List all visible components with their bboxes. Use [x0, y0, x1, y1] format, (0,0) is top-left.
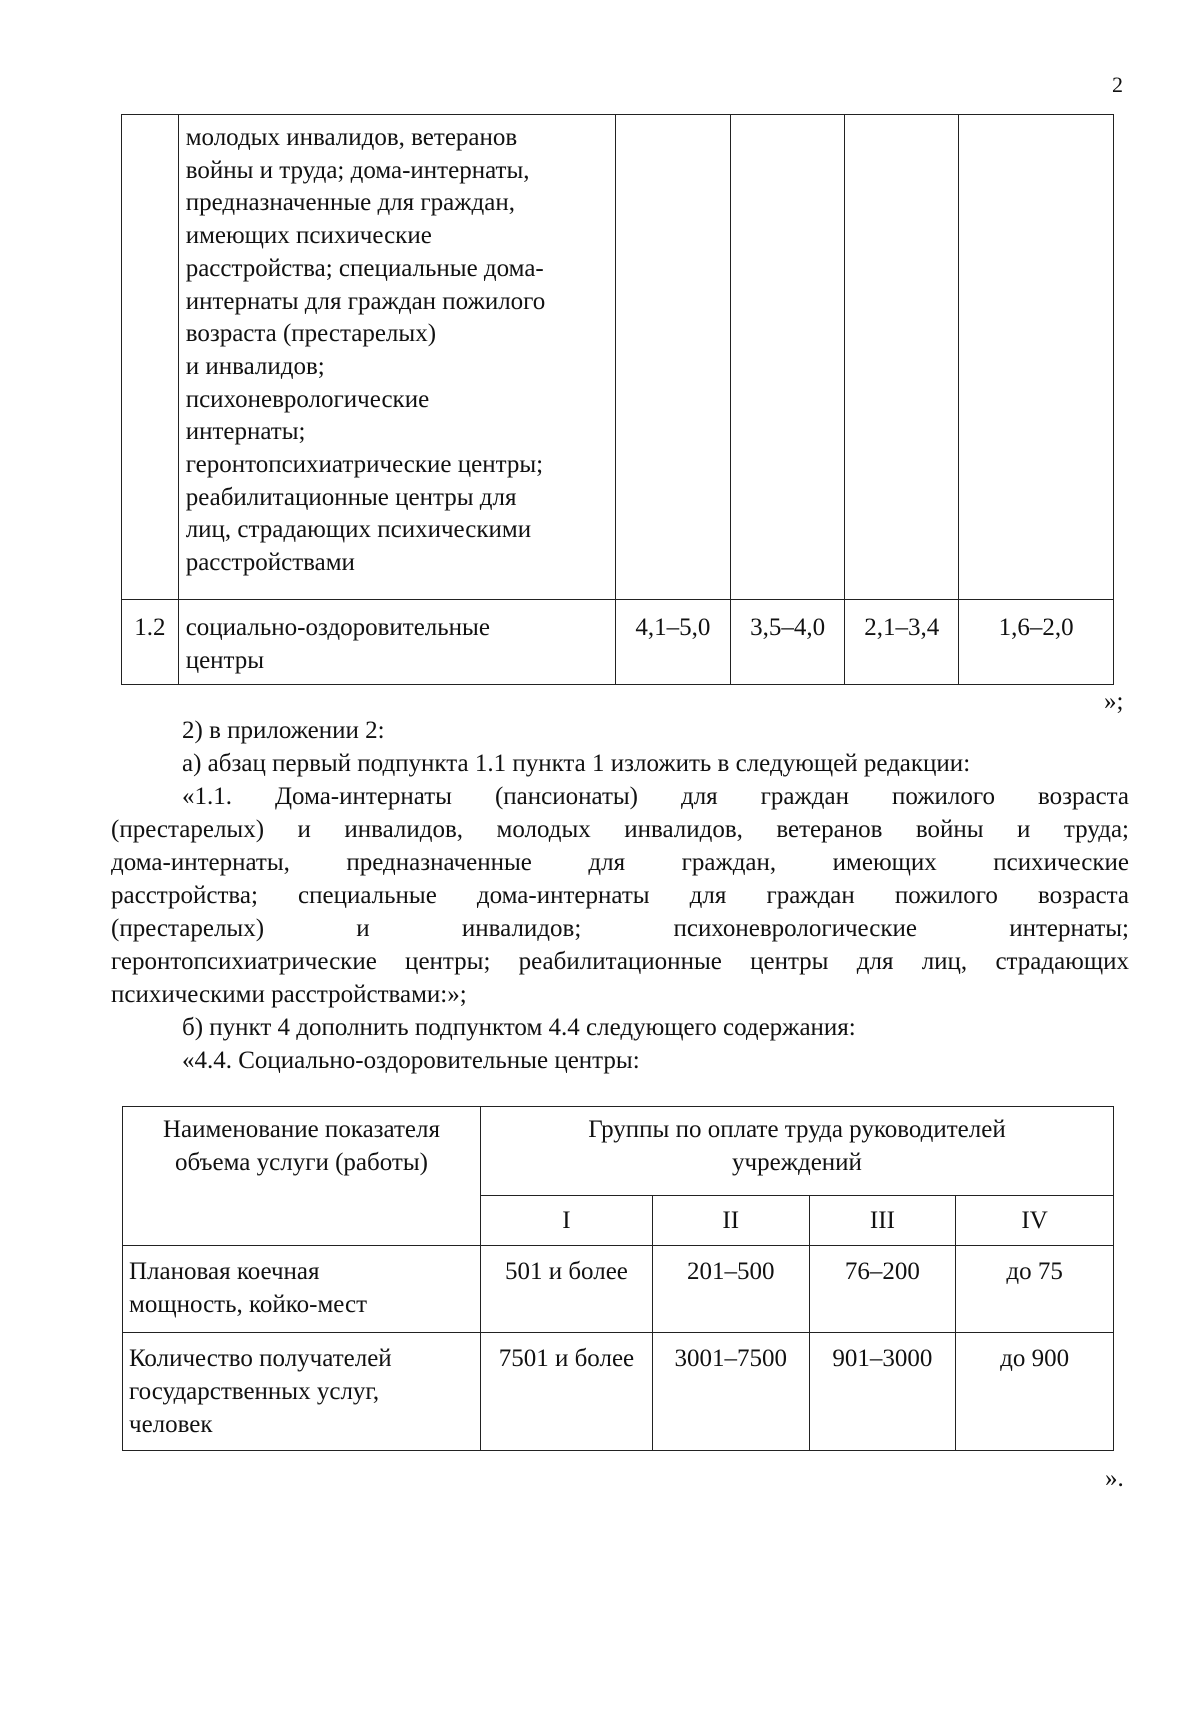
header-line: Группы по оплате труда руководителей: [588, 1116, 1006, 1143]
cell-line: реабилитационные центры для: [185, 483, 517, 511]
cell-line: расстройства; специальные дома-: [185, 254, 544, 282]
indicator-name: [123, 1333, 481, 1451]
paragraph-subitem-a: а) абзац первый подпункта 1.1 пункта 1 изложить в следующей редакции:: [182, 750, 971, 777]
indicators-table: [122, 1106, 1114, 1451]
group-header-1: I: [480, 1196, 652, 1246]
header-groups: [480, 1107, 1113, 1196]
group-value: 901–3000: [809, 1333, 956, 1451]
table-row: [122, 600, 1114, 685]
cell-line: имеющих психические: [185, 222, 432, 250]
group-value: 76–200: [809, 1246, 956, 1333]
empty-cell: [731, 115, 845, 600]
paragraph-subitem-b: б) пункт 4 дополнить подпунктом 4.4 следующего содержания:: [182, 1014, 856, 1041]
cell-line: геронтопсихиатрические центры;: [185, 451, 544, 479]
cell-line: Плановая коечная: [129, 1258, 320, 1285]
cell-line: интернаты для граждан пожилого: [185, 287, 546, 315]
row-number: 1.2: [122, 600, 179, 685]
coefficients-table: [121, 114, 1114, 685]
group-header-2: II: [652, 1196, 809, 1246]
cell-line: предназначенные для граждан,: [185, 189, 515, 217]
empty-cell: [615, 115, 730, 600]
group-value: 3001–7500: [652, 1333, 809, 1451]
group-value: до 75: [956, 1246, 1114, 1333]
header-line: Наименование показателя: [162, 1116, 441, 1143]
cell-line: социально-оздоровительные: [185, 614, 490, 641]
table-row: [123, 1333, 1114, 1451]
row-number-cell: [122, 115, 179, 600]
coefficient-group-3: 2,1–3,4: [845, 600, 959, 685]
quoted-text-line: «1.1. Дома-интернаты (пансионаты) для граждан пожилого возраста: [182, 783, 1129, 810]
cell-line: возраста (престарелых): [185, 320, 437, 348]
header-line: учреждений: [732, 1149, 862, 1176]
cell-line: и инвалидов;: [185, 352, 325, 380]
table-row: [123, 1246, 1114, 1333]
cell-line: Количество получателей: [129, 1345, 392, 1372]
closing-quote: ».: [1105, 1465, 1124, 1492]
closing-quote: »;: [1104, 688, 1124, 715]
cell-line: лиц, страдающих психическими: [185, 516, 532, 544]
cell-line: центры: [185, 646, 265, 674]
institution-name: [178, 600, 615, 685]
quoted-text-line: психическими расстройствами:»;: [111, 981, 467, 1008]
coefficient-group-4: 1,6–2,0: [959, 600, 1114, 685]
cell-line: интернаты;: [185, 418, 306, 446]
cell-line: войны и труда; дома-интернаты,: [185, 156, 530, 184]
paragraph-appendix-2: 2) в приложении 2:: [182, 717, 385, 744]
quoted-text-line: (престарелых) и инвалидов; психоневрологические интернаты;: [111, 915, 1129, 942]
table-header-row: [123, 1107, 1114, 1196]
table-row: [122, 115, 1114, 600]
group-value: 201–500: [652, 1246, 809, 1333]
group-value: 7501 и более: [480, 1333, 652, 1451]
quoted-text-line: дома-интернаты, предназначенные для граждан, имеющих психические: [111, 849, 1129, 876]
group-value: 501 и более: [480, 1246, 652, 1333]
group-header-3: III: [809, 1196, 956, 1246]
page-number: 2: [1112, 72, 1123, 97]
coefficient-group-2: 3,5–4,0: [731, 600, 845, 685]
cell-line: государственных услуг,: [129, 1378, 380, 1405]
quoted-text-line: расстройства; специальные дома-интернаты для граждан пожилого возраста: [111, 882, 1129, 909]
group-header-4: IV: [956, 1196, 1114, 1246]
header-line: объема услуги (работы): [175, 1149, 428, 1176]
cell-line: мощность, койко-мест: [129, 1291, 368, 1318]
indicator-name: [123, 1246, 481, 1333]
cell-line: расстройствами: [185, 549, 355, 577]
paragraph-subitem-4-4: «4.4. Социально-оздоровительные центры:: [182, 1047, 640, 1074]
cell-line: молодых инвалидов, ветеранов: [185, 124, 518, 151]
header-indicator-name: [123, 1107, 481, 1246]
coefficient-group-1: 4,1–5,0: [615, 600, 730, 685]
empty-cell: [959, 115, 1114, 600]
group-value: до 900: [956, 1333, 1114, 1451]
institution-types-cell: [178, 115, 615, 600]
empty-cell: [845, 115, 959, 600]
quoted-text-line: геронтопсихиатрические центры; реабилитационные центры для лиц, страдающих: [111, 948, 1129, 975]
quoted-text-line: (престарелых) и инвалидов, молодых инвалидов, ветеранов войны и труда;: [111, 816, 1129, 843]
cell-line: человек: [129, 1411, 213, 1438]
cell-line: психоневрологические: [185, 385, 430, 413]
